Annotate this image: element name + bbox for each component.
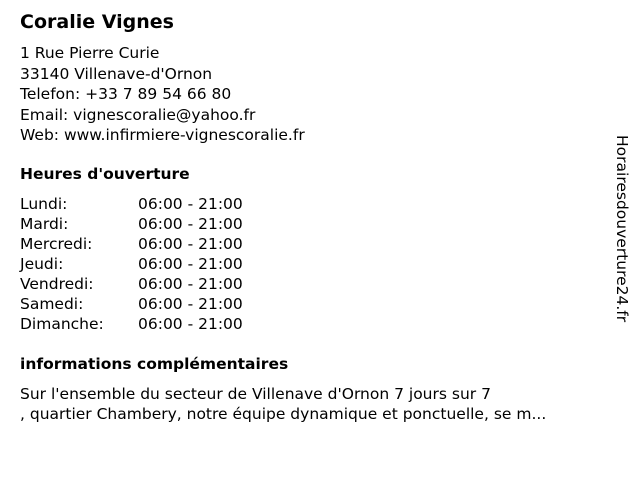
hours-day: Samedi: xyxy=(20,295,84,313)
hours-time: 06:00 - 21:00 xyxy=(138,315,243,333)
hours-row-dimanche xyxy=(20,314,243,334)
hours-day: Dimanche: xyxy=(20,315,104,333)
hours-day: Lundi: xyxy=(20,195,68,213)
website: Web: www.infirmiere-vignescoralie.fr xyxy=(20,126,305,144)
hours-time: 06:00 - 21:00 xyxy=(138,215,243,233)
hours-time: 06:00 - 21:00 xyxy=(138,235,243,253)
site-watermark xyxy=(610,135,634,373)
hours-time: 06:00 - 21:00 xyxy=(138,295,243,313)
hours-row-samedi xyxy=(20,294,243,314)
hours-row-mardi xyxy=(20,214,243,234)
hours-row-mercredi xyxy=(20,234,243,254)
opening-hours-table xyxy=(20,194,243,334)
contact-block xyxy=(20,43,305,146)
business-name: Coralie Vignes xyxy=(20,11,174,33)
additional-info-heading: informations complémentaires xyxy=(20,355,289,373)
hours-time: 06:00 - 21:00 xyxy=(138,195,243,213)
additional-info-text xyxy=(20,384,620,424)
hours-day: Mercredi: xyxy=(20,235,93,253)
address-street: 1 Rue Pierre Curie xyxy=(20,44,160,62)
hours-day: Jeudi: xyxy=(20,255,64,273)
hours-day: Vendredi: xyxy=(20,275,94,293)
info-line-2: , quartier Chambery, notre équipe dynamique et ponctuelle, se m... xyxy=(20,405,547,423)
hours-row-lundi xyxy=(20,194,243,214)
hours-row-jeudi xyxy=(20,254,243,274)
hours-day: Mardi: xyxy=(20,215,69,233)
phone-number: Telefon: +33 7 89 54 66 80 xyxy=(20,85,232,103)
info-line-1: Sur l'ensemble du secteur de Villenave d'Ornon 7 jours sur 7 xyxy=(20,385,491,403)
hours-time: 06:00 - 21:00 xyxy=(138,255,243,273)
hours-row-vendredi xyxy=(20,274,243,294)
email-address: Email: vignescoralie@yahoo.fr xyxy=(20,105,256,124)
address-city: 33140 Villenave-d'Ornon xyxy=(20,64,213,83)
opening-hours-heading: Heures d'ouverture xyxy=(20,165,190,183)
hours-time: 06:00 - 21:00 xyxy=(138,275,243,293)
site-watermark-text: Horairesdouverture24.fr xyxy=(613,135,631,323)
